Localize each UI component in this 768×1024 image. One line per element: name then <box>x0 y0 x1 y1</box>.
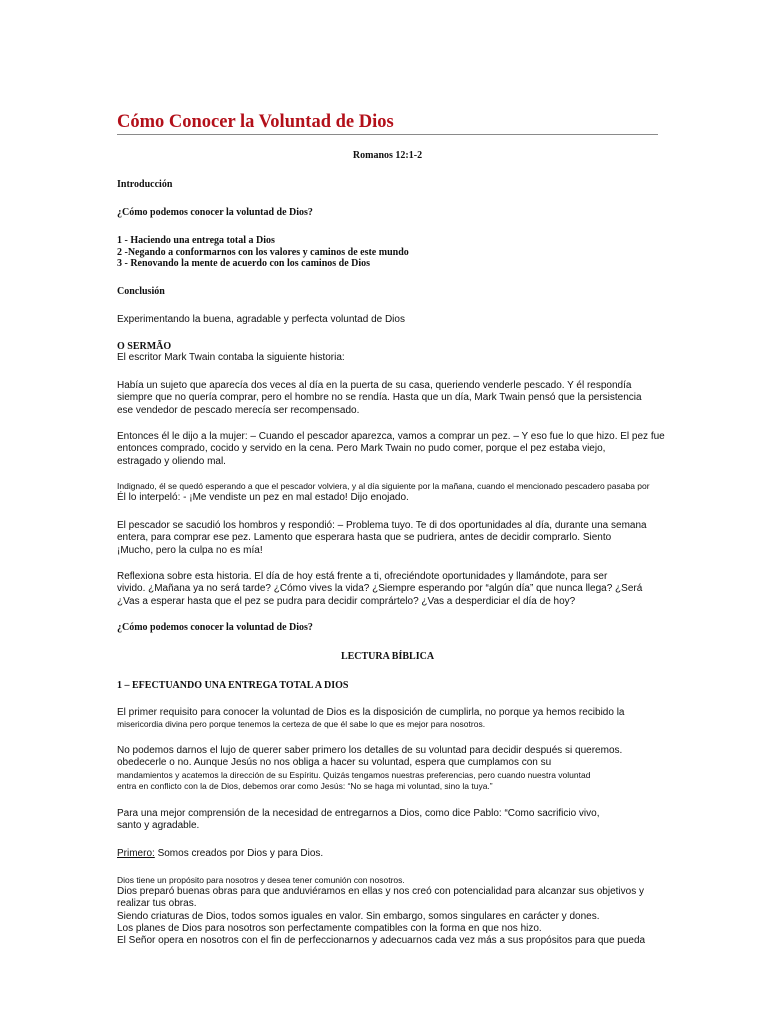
text-line: vivido. ¿Mañana ya no será tarde? ¿Cómo vives la vida? ¿Siempre esperando por “algún día” que nunca llega? ¿Será <box>117 583 643 595</box>
text-line: Había un sujeto que aparecía dos veces al día en la puerta de su casa, queriendo venderle pescado. Y él respondía <box>117 380 632 391</box>
small-text-line: Indignado, él se quedó esperando a que el pescador volviera, y al día siguiente por la mañana, cuando el mencionado pescadero pasaba por <box>117 481 650 491</box>
text-line: estragado y oliendo mal. <box>117 455 226 467</box>
section-1-paragraph-3 <box>117 808 677 833</box>
text-line: Reflexiona sobre esta historia. El día de hoy está frente a ti, ofreciéndote oportunidades y llamándote, para ser <box>117 571 608 582</box>
sermon-heading: O SERMÃO <box>117 341 172 352</box>
text-line: Siendo criaturas de Dios, todos somos iguales en valor. Sin embargo, somos singulares en carácter y dones. <box>117 910 600 922</box>
primero-line <box>117 848 677 860</box>
text-line: ¡Mucho, pero la culpa no es mía! <box>117 544 263 556</box>
primero-text: Somos creados por Dios y para Dios. <box>154 848 324 859</box>
text-line: No podemos darnos el lujo de querer saber primero los detalles de su voluntad para decidir después si queremos. <box>117 745 623 756</box>
text-line: ese vendedor de pescado merecía ser recompensado. <box>117 404 360 416</box>
intro-heading: Introducción <box>117 179 173 190</box>
text-line: santo y agradable. <box>117 820 200 832</box>
text-line: El pescador se sacudió los hombros y respondió: – Problema tuyo. Te di dos oportunidades al día, durante una semana <box>117 520 647 531</box>
text-line: entera, para comprar ese pez. Lamento que esperara hasta que se pudriera, antes de decidir comprarlo. Siento <box>117 532 612 544</box>
small-text-line: entra en conflicto con la de Dios, debemos orar como Jesús: “No se haga mi voluntad, sino la tuya.” <box>117 780 493 791</box>
text-line: Dios preparó buenas obras para que anduviéramos en ellas y nos creó con potencialidad para alcanzar sus objetivos y <box>117 886 644 897</box>
point-1: 1 - Haciendo una entrega total a Dios <box>117 235 275 246</box>
final-paragraph <box>117 875 677 947</box>
point-2: 2 -Negando a conformarnos con los valores y caminos de este mundo <box>117 246 409 258</box>
point-3: 3 - Renovando la mente de acuerdo con los caminos de Dios <box>117 258 371 269</box>
points-list <box>117 235 677 270</box>
text-line: realizar tus obras. <box>117 898 197 910</box>
scripture-reference: Romanos 12:1-2 <box>352 150 423 161</box>
primero-label: Primero: <box>117 848 155 859</box>
indignant-paragraph <box>117 481 677 504</box>
text-line: entonces comprado, cocido y servido en la cena. Pero Mark Twain no pudo comer, porque el pez estaba viejo, <box>117 443 606 455</box>
text-line: El primer requisito para conocer la voluntad de Dios es la disposición de cumplirla, no porque ya hemos recibido la <box>117 707 625 718</box>
question-repeat: ¿Cómo podemos conocer la voluntad de Dios? <box>117 622 313 633</box>
text-line: obedecerle o no. Aunque Jesús no nos obliga a hacer su voluntad, espera que cumplamos con su <box>117 757 552 769</box>
conclusion-text: Experimentando la buena, agradable y perfecta voluntad de Dios <box>117 314 405 325</box>
fisher-paragraph <box>117 520 677 557</box>
text-line: Entonces él le dijo a la mujer: – Cuando el pescador aparezca, vamos a comprar un pez. – Y eso fue lo que hizo. El pez fue <box>117 431 665 442</box>
text-line: Los planes de Dios para nosotros son perfectamente compatibles con la forma en que nos hizo. <box>117 922 542 934</box>
main-question: ¿Cómo podemos conocer la voluntad de Dios? <box>117 207 313 218</box>
text-line: Para una mejor comprensión de la necesidad de entregarnos a Dios, como dice Pablo: “Como sacrificio vivo, <box>117 808 600 819</box>
story-paragraph-2 <box>117 431 677 468</box>
small-text-line: mandamientos y acatemos la dirección de su Espíritu. Quizás tengamos nuestras preferencias, pero cuando nuestra voluntad <box>117 769 591 780</box>
section-1-heading: 1 – EFECTUANDO UNA ENTREGA TOTAL A DIOS <box>117 680 349 691</box>
small-text-line: Dios tiene un propósito para nosotros y desea tener comunión con nosotros. <box>117 875 405 885</box>
text-line: siempre que no quería comprar, pero el hombre no se rendía. Hasta que un día, Mark Twain pensó que la persistencia <box>117 392 642 404</box>
sermon-intro: El escritor Mark Twain contaba la siguiente historia: <box>117 352 345 363</box>
story-paragraph-1 <box>117 380 677 417</box>
text-line: Él lo interpeló: - ¡Me vendiste un pez en mal estado! Dijo enojado. <box>117 492 409 503</box>
conclusion-heading: Conclusión <box>117 286 165 297</box>
reading-heading: LECTURA BÍBLICA <box>340 651 435 662</box>
text-line: El Señor opera en nosotros con el fin de perfeccionarnos y adecuarnos cada vez más a sus propósitos para que pueda <box>117 935 646 947</box>
document-title: Cómo Conocer la Voluntad de Dios <box>117 112 658 135</box>
text-line: ¿Vas a esperar hasta que el pez se pudra para decidir comprártelo? ¿Vas a desperdiciar el día de hoy? <box>117 595 576 607</box>
reflect-paragraph <box>117 571 677 608</box>
small-text-line: misericordia divina pero porque tenemos la certeza de que él sabe lo que es mejor para nosotros. <box>117 719 486 730</box>
section-1-paragraph-2 <box>117 745 677 792</box>
section-1-paragraph-1 <box>117 707 677 730</box>
